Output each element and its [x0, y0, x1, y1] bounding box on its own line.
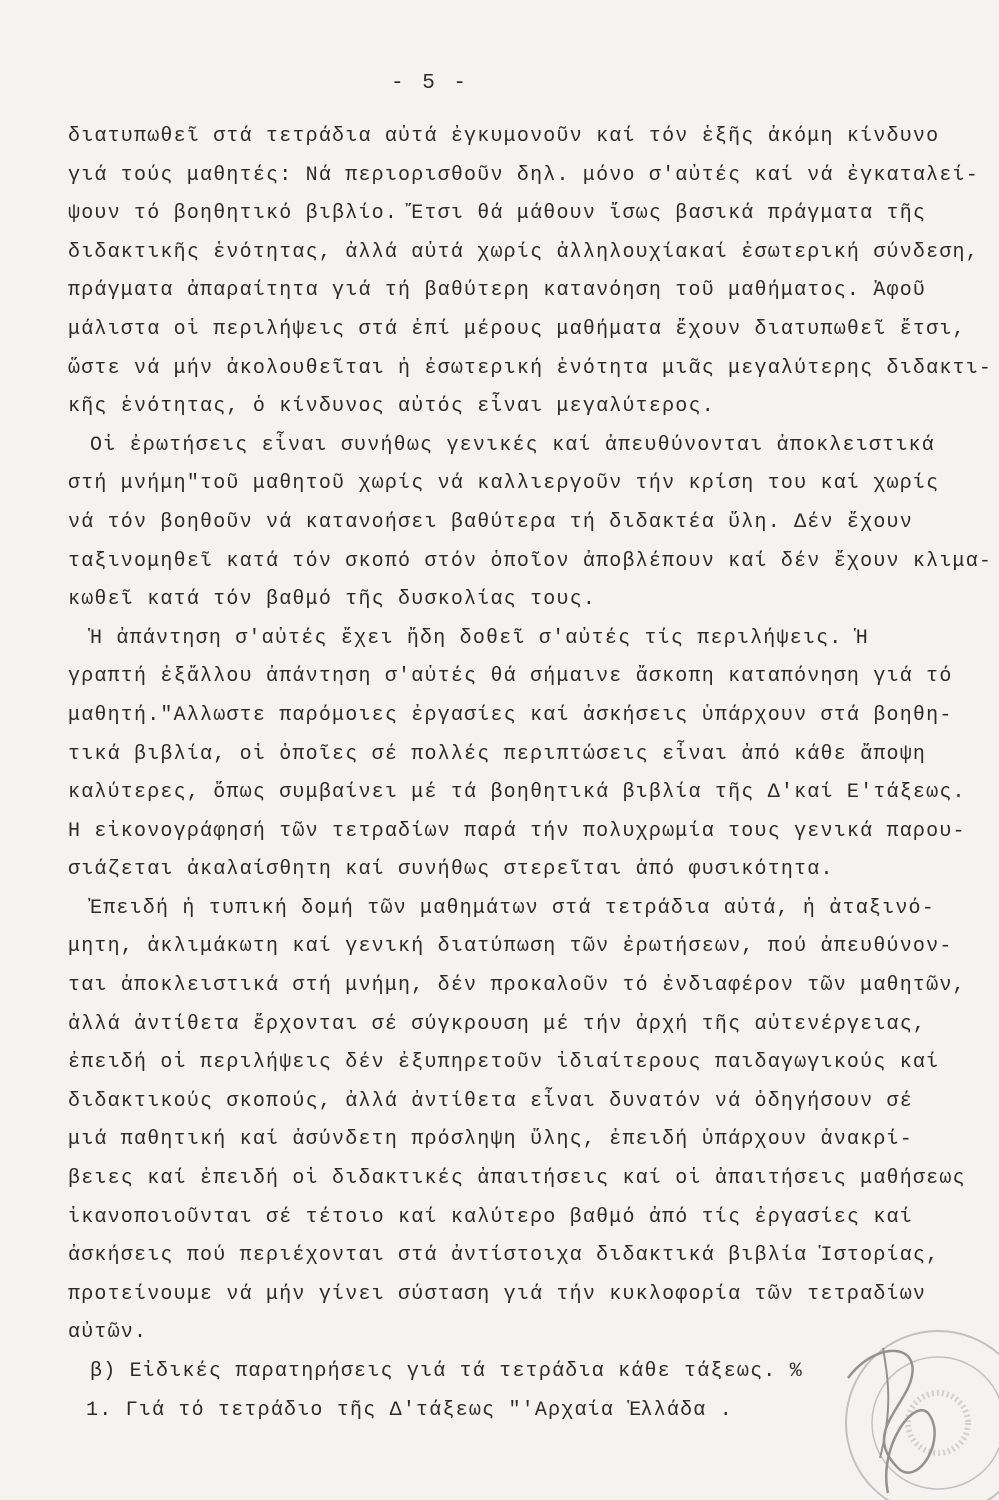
text-line: Ἡ ἀπάντηση σ'αὐτές ἔχει ἤδη δοθεῖ σ'αὐτές τίς περιλήψεις. Ἡ — [90, 626, 869, 650]
text-line: κωθεῖ κατά τόν βαθμό τῆς δυσκολίας τους. — [68, 588, 597, 612]
text-line: μιά παθητική καί ἀσύνδετη πρόσληψη ὕλης, ἐπειδή ὑπάρχουν ἀνακρί- — [68, 1128, 913, 1152]
text-line: γραπτή ἐξἄλλου ἀπάντηση σ'αὐτές θά σήμαινε ἄσκοπη καταπόνηση γιά τό — [68, 665, 953, 689]
text-line: τικά βιβλία, οἱ ὁποῖες σέ πολλές περιπτώσεις εἶναι ἀπό κάθε ἄποψη — [68, 742, 927, 766]
text-line: ψουν τό βοηθητικό βιβλίο. Ἔτσι θά μάθουν ἴσως βασικά πράγματα τῆς — [68, 202, 927, 226]
text-line: στή μνήμη"τοῦ μαθητοῦ χωρίς νά καλλιεργοῦν τήν κρίση του καί χωρίς — [68, 472, 940, 496]
text-line: αὐτῶν. — [68, 1321, 148, 1345]
text-line: μαθητή."Αλλωστε παρόμοιες ἐργασίες καί ἀσκήσεις ὑπάρχουν στά βοηθη- — [68, 703, 953, 727]
text-line: ὥστε νά μήν ἀκολουθεῖται ἡ ἐσωτερική ἑνότητα μιᾶς μεγαλύτερης διδακτι- — [68, 356, 993, 380]
body-text — [68, 118, 993, 1430]
text-line: μητη, ἀκλιμάκωτη καί γενική διατύπωση τῶν ἐρωτήσεων, πού ἀπευθύνον- — [68, 935, 953, 959]
text-line: ἀλλά ἀντίθετα ἔρχονται σέ σύγκρουση μέ τήν ἀρχή τῆς αὐτενέργειας, — [68, 1012, 927, 1036]
text-line: Οἱ ἐρωτήσεις εἶναι συνήθως γενικές καί ἀπευθύνονται ἀποκλειστικά — [90, 433, 935, 457]
text-line: διδακτικούς σκοπούς, ἀλλά ἀντίθετα εἶναι δυνατόν νά ὁδηγήσουν σέ — [68, 1089, 913, 1113]
text-line: ταξινομηθεῖ κατά τόν σκοπό στόν ὁποῖον ἀποβλέπουν καί δέν ἔχουν κλιμα- — [68, 549, 993, 573]
text-line: γιά τούς μαθητές: Νά περιορισθοῦν δηλ. μόνο σ'αὐτές καί νά ἐγκαταλεί- — [68, 163, 979, 187]
page-number: - 5 - — [390, 72, 469, 95]
text-line: ἐπειδή οἱ περιλήψεις δέν ἐξυπηρετοῦν ἰδιαίτερους παιδαγωγικούς καί — [68, 1051, 940, 1075]
text-line: πράγματα ἀπαραίτητα γιά τή βαθύτερη κατανόηση τοῦ μαθήματος. Ἀφοῦ — [68, 279, 927, 303]
text-line: νά τόν βοηθοῦν νά κατανοήσει βαθύτερα τή διδακτέα ὕλη. Δέν ἔχουν — [68, 510, 913, 534]
text-line: σιάζεται ἀκαλαίσθητη καί συνήθως στερεῖται ἀπό φυσικότητα. — [68, 858, 834, 882]
text-line: Ἡ εἰκονογράφησή τῶν τετραδίων παρά τήν πολυχρωμία τους γενικά παρου- — [68, 819, 966, 843]
text-line: καλύτερες, ὅπως συμβαίνει μέ τά βοηθητικά βιβλία τῆς Δ'καί Ε'τάξεως. — [68, 781, 966, 805]
text-line: βειες καί ἐπειδή οἱ διδακτικές ἀπαιτήσεις καί οἱ ἀπαιτήσεις μαθήσεως — [68, 1167, 966, 1191]
text-line: διδακτικῆς ἑνότητας, ἀλλά αὐτά χωρίς ἀλληλουχίακαί ἐσωτερική σύνδεση, — [68, 240, 979, 264]
text-line: μάλιστα οἱ περιλήψεις στά ἐπί μέρους μαθήματα ἔχουν διατυπωθεῖ ἔτσι, — [68, 317, 966, 341]
text-line: ἱκανοποιοῦνται σέ τέτοιο καί καλύτερο βαθμό ἀπό τίς ἐργασίες καί — [68, 1205, 913, 1229]
text-line: β) Εἰδικές παρατηρήσεις γιά τά τετράδια κάθε τάξεως. % — [90, 1360, 803, 1383]
text-line: ἀσκήσεις πού περιέχονται στά ἀντίστοιχα διδακτικά βιβλία Ἱστορίας, — [68, 1244, 940, 1268]
text-line: Ἐπειδή ἡ τυπική δομή τῶν μαθημάτων στά τετράδια αὐτά, ἡ ἀταξινό- — [90, 896, 935, 920]
text-line: ται ἀποκλειστικά στή μνήμη, δέν προκαλοῦν τό ἐνδιαφέρον τῶν μαθητῶν, — [68, 974, 966, 998]
text-line: κῆς ἑνότητας, ὁ κίνδυνος αὐτός εἶναι μεγαλύτερος. — [68, 395, 715, 419]
text-line: διατυπωθεῖ στά τετράδια αὐτά ἐγκυμονοῦν καί τόν ἑξῆς ἀκόμη κίνδυνο — [68, 125, 940, 148]
text-line: προτείνουμε νά μήν γίνει σύσταση γιά τήν κυκλοφορία τῶν τετραδίων — [68, 1282, 927, 1306]
text-line: 1. Γιά τό τετράδιο τῆς Δ'τάξεως "'Αρχαία Ἑλλάδα . — [86, 1398, 733, 1422]
official-stamp-and-signature — [788, 1318, 999, 1500]
